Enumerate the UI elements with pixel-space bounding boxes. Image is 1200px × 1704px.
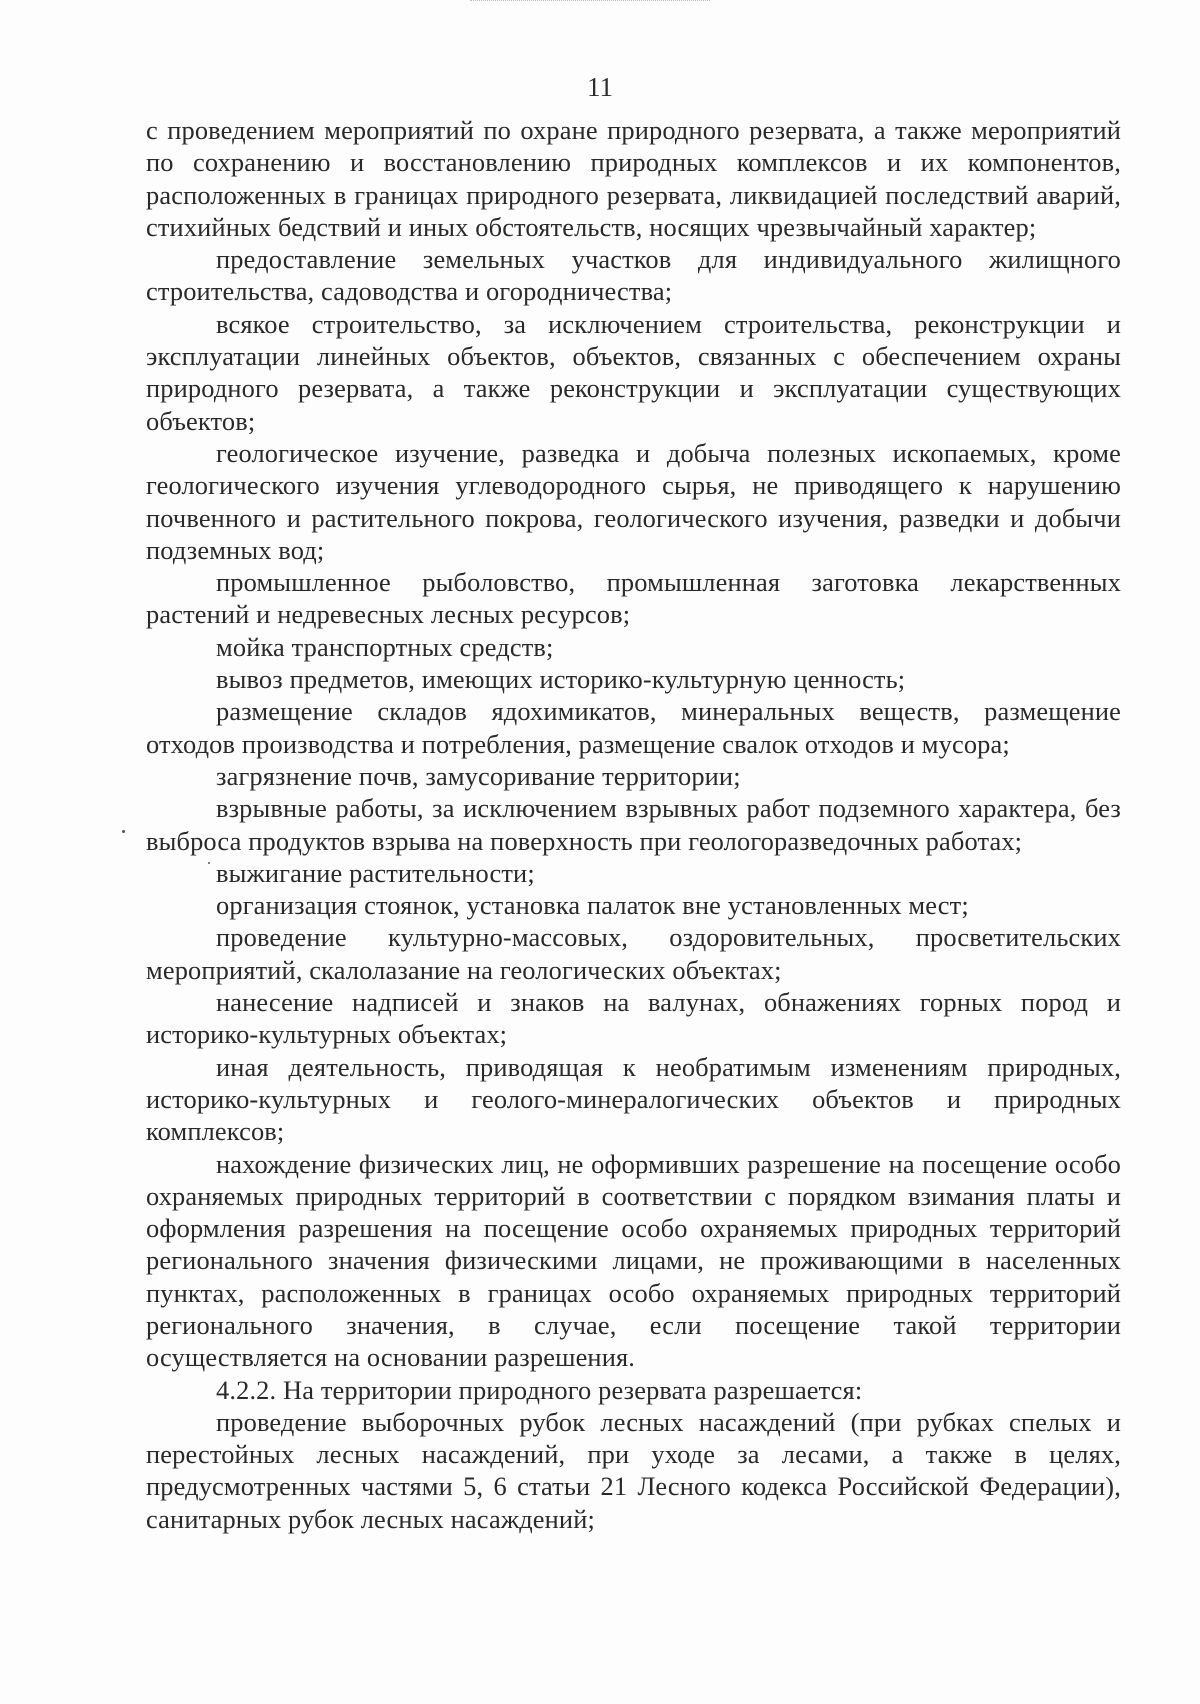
- scan-speck: [122, 830, 125, 833]
- paragraph: взрывные работы, за исключением взрывных работ подземного характера, без выброса продуктов взрыва на поверхность при геологоразведочных работах;: [146, 793, 1121, 856]
- paragraph: нахождение физических лиц, не оформивших разрешение на посещение особо охраняемых природных территорий в соответствии с порядком взимания платы и оформления разрешения на посещение особо охраняемых природных территорий регионального значения физическими лицами, не проживающими в населенных пунктах, расположенных в границах особо охраняемых природных территорий регионального значения, в случае, если посещение такой территории осуществляется на основании разрешения.: [146, 1148, 1121, 1373]
- paragraph: проведение выборочных рубок лесных насаждений (при рубках спелых и перестойных лесных насаждений, при уходе за лесами, а также в целях, предусмотренных частями 5, 6 статьи 21 Лесного кодекса Российской Федерации), санитарных рубок лесных насаждений;: [146, 1406, 1121, 1534]
- document-body: [146, 114, 1121, 1535]
- paragraph: мойка транспортных средств;: [216, 631, 554, 662]
- paragraph: предоставление земельных участков для индивидуального жилищного строительства, садоводства и огородничества;: [146, 244, 1121, 307]
- paragraph: размещение складов ядохимикатов, минеральных веществ, размещение отходов производства и потребления, размещение свалок отходов и мусора;: [146, 696, 1121, 759]
- paragraph: геологическое изучение, разведка и добыча полезных ископаемых, кроме геологического изучения углеводородного сырья, не приводящего к нарушению почвенного и растительного покрова, геологического изучения, разведки и добычи подземных вод;: [146, 437, 1121, 565]
- scan-artifact: [470, 0, 710, 9]
- paragraph: нанесение надписей и знаков на валунах, обнажениях горных пород и историко-культурных объектах;: [146, 987, 1121, 1050]
- paragraph: всякое строительство, за исключением строительства, реконструкции и эксплуатации линейных объектов, объектов, связанных с обеспечением охраны природного резервата, а также реконструкции и эксплуатации существующих объектов;: [146, 308, 1121, 436]
- paragraph: вывоз предметов, имеющих историко-культурную ценность;: [216, 664, 906, 695]
- paragraph: с проведением мероприятий по охране природного резервата, а также мероприятий по сохранению и восстановлению природных комплексов и их компонентов, расположенных в границах природного резервата, ликвидацией последствий аварий, стихийных бедствий и иных обстоятельств, носящих чрезвычайный характер;: [146, 115, 1121, 242]
- paragraph: проведение культурно-массовых, оздоровительных, просветительских мероприятий, скалолазание на геологических объектах;: [146, 922, 1121, 985]
- paragraph: выжигание растительности;: [216, 857, 535, 888]
- paragraph: иная деятельность, приводящая к необратимым изменениям природных, историко-культурных и геолого-минералогических объектов и природных комплексов;: [146, 1051, 1121, 1147]
- page-number: 11: [587, 72, 613, 102]
- paragraph: загрязнение почв, замусоривание территории;: [216, 760, 741, 791]
- section-heading: 4.2.2. На территории природного резервата разрешается:: [216, 1374, 863, 1405]
- paragraph: промышленное рыболовство, промышленная заготовка лекарственных растений и недревесных лесных ресурсов;: [146, 567, 1121, 630]
- paragraph: организация стоянок, установка палаток вне установленных мест;: [216, 890, 969, 921]
